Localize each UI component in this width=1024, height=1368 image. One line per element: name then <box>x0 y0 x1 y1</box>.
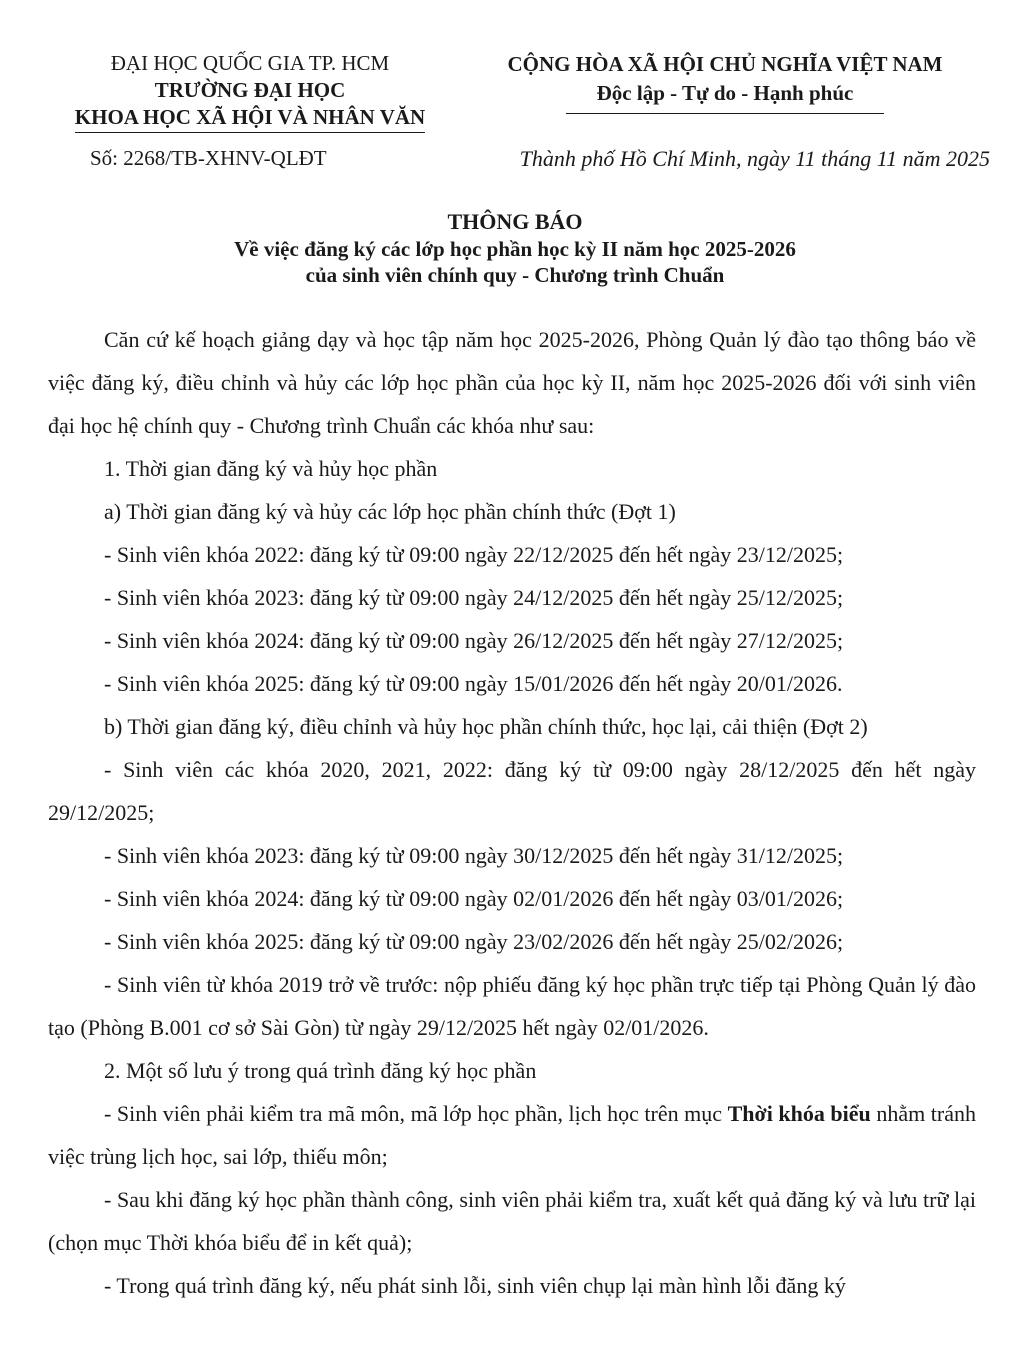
title-type: THÔNG BÁO <box>447 209 583 234</box>
schedule-item: - Sinh viên khóa 2023: đăng ký từ 09:00 ngày 30/12/2025 đến hết ngày 31/12/2025; <box>104 843 844 868</box>
schedule-item: - Sinh viên các khóa 2020, 2021, 2022: đăng ký từ 09:00 ngày 28/12/2025 đến hết ngày 29/12/2025; <box>48 757 976 825</box>
section-1-heading: 1. Thời gian đăng ký và hủy học phần <box>104 456 438 481</box>
schedule-item: - Sinh viên khóa 2024: đăng ký từ 09:00 ngày 26/12/2025 đến hết ngày 27/12/2025; <box>104 628 844 653</box>
note-item: - Trong quá trình đăng ký, nếu phát sinh lỗi, sinh viên chụp lại màn hình lỗi đăng ký <box>104 1273 846 1298</box>
note-item: - Sau khi đăng ký học phần thành công, sinh viên phải kiểm tra, xuất kết quả đăng ký và lưu trữ lại (chọn mục Thời khóa biểu để in kết quả); <box>48 1187 976 1255</box>
note-item <box>48 1092 976 1178</box>
note-text: nhằm tránh việc trùng lịch học, sai lớp, thiếu môn; <box>48 1101 976 1169</box>
title-subject-line2: của sinh viên chính quy - Chương trình Chuẩn <box>305 263 725 287</box>
schedule-item: - Sinh viên khóa 2025: đăng ký từ 09:00 ngày 23/02/2026 đến hết ngày 25/02/2026; <box>104 929 844 954</box>
country-name: CỘNG HÒA XÃ HỘI CHỦ NGHĨA VIỆT NAM <box>507 52 943 76</box>
note-emphasis: Thời khóa biểu <box>727 1101 871 1126</box>
national-motto: Độc lập - Tự do - Hạnh phúc <box>596 81 854 105</box>
intro-paragraph: Căn cứ kế hoạch giảng dạy và học tập năm học 2025-2026, Phòng Quản lý đào tạo thông báo về việc đăng ký, điều chỉnh và hủy các lớp học phần của học kỳ II, năm học 2025-2026 đối với sinh viên đại học hệ chính quy - Chương trình Chuẩn các khóa như sau: <box>48 327 976 438</box>
issuer-block <box>40 50 460 133</box>
issuer-university: ĐẠI HỌC QUỐC GIA TP. HCM <box>110 51 390 75</box>
subsection-b-heading: b) Thời gian đăng ký, điều chỉnh và hủy học phần chính thức, học lại, cải thiện (Đợt 2) <box>104 714 868 739</box>
title-subject-line1: Về việc đăng ký các lớp học phần học kỳ II năm học 2025-2026 <box>234 237 796 261</box>
document-body <box>48 318 976 1307</box>
issuer-school-line2: KHOA HỌC XÃ HỘI VÀ NHÂN VĂN <box>75 104 425 133</box>
note-text: - Sinh viên phải kiểm tra mã môn, mã lớp học phần, lịch học trên mục <box>104 1101 728 1126</box>
schedule-item: - Sinh viên khóa 2023: đăng ký từ 09:00 ngày 24/12/2025 đến hết ngày 25/12/2025; <box>104 585 844 610</box>
schedule-item: - Sinh viên khóa 2025: đăng ký từ 09:00 ngày 15/01/2026 đến hết ngày 20/01/2026. <box>104 671 843 696</box>
schedule-item: - Sinh viên khóa 2024: đăng ký từ 09:00 ngày 02/01/2026 đến hết ngày 03/01/2026; <box>104 886 844 911</box>
issuer-school-line1: TRƯỜNG ĐẠI HỌC <box>154 78 346 102</box>
document-number: Số: 2268/TB-XHNV-QLĐT <box>90 146 327 170</box>
section-2-heading: 2. Một số lưu ý trong quá trình đăng ký học phần <box>104 1058 537 1083</box>
national-heading <box>470 50 980 114</box>
subsection-a-heading: a) Thời gian đăng ký và hủy các lớp học phần chính thức (Đợt 1) <box>104 499 676 524</box>
motto-underline <box>566 113 884 114</box>
schedule-item: - Sinh viên khóa 2022: đăng ký từ 09:00 ngày 22/12/2025 đến hết ngày 23/12/2025; <box>104 542 844 567</box>
document-title <box>40 208 990 288</box>
schedule-item: - Sinh viên từ khóa 2019 trở về trước: nộp phiếu đăng ký học phần trực tiếp tại Phòng Quản lý đào tạo (Phòng B.001 cơ sở Sài Gòn) từ ngày 29/12/2025 hết ngày 02/01/2026. <box>48 972 976 1040</box>
place-and-date: Thành phố Hồ Chí Minh, ngày 11 tháng 11 năm 2025 <box>519 146 990 171</box>
